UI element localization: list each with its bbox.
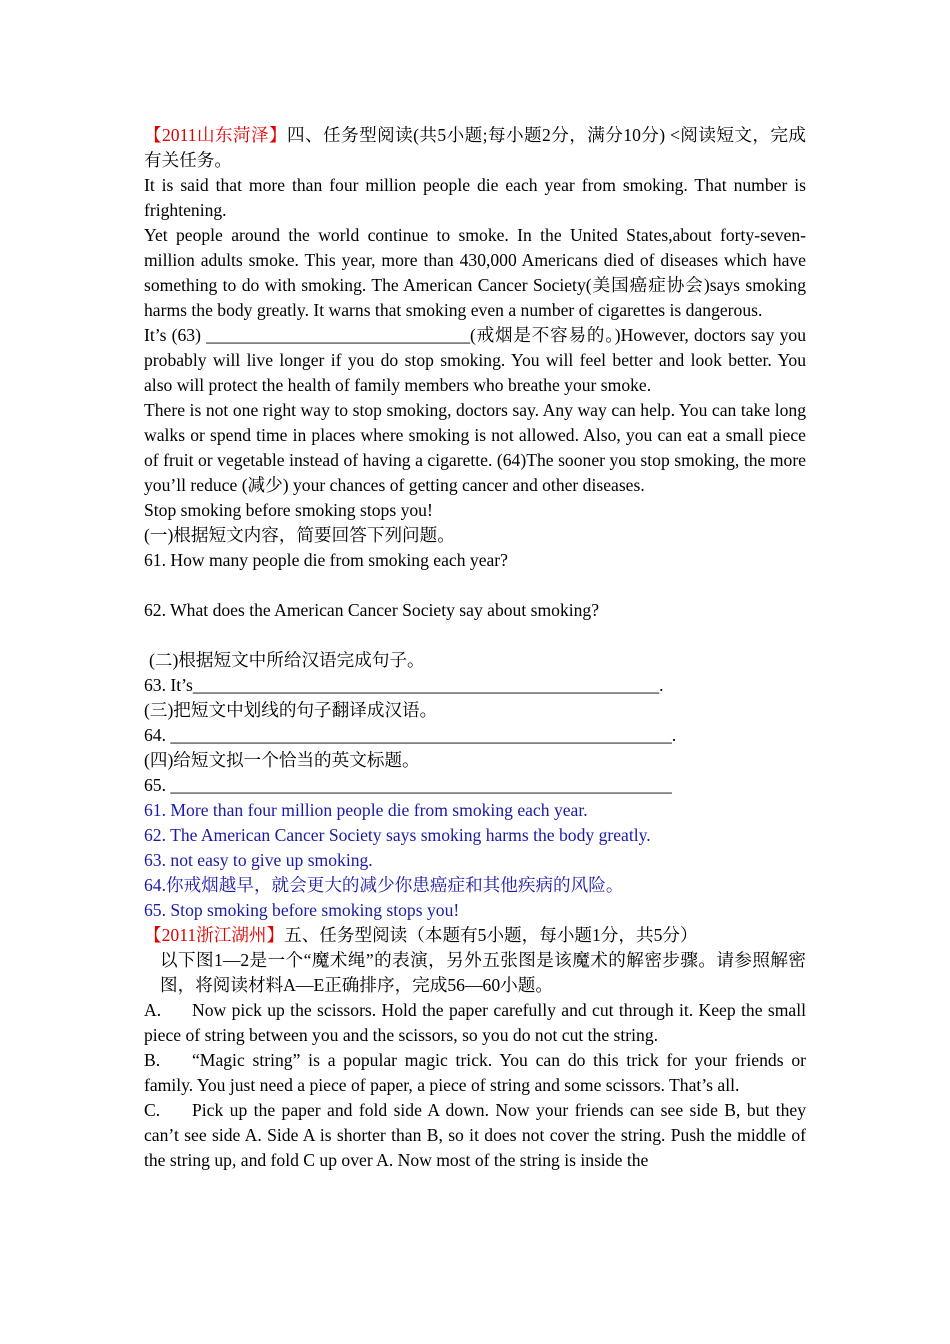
step-b-label: B. [144, 1050, 161, 1070]
passage-paragraph-3: It’s (63) ______________________________(戒烟是不容易的。)However, doctors say you probably will live longer if you do stop smoking. You will feel better and look better. You also will protect the health of family members who breathe your smoke. [144, 325, 806, 395]
section1-instructions: 四、任务型阅读(共5小题;每小题2分，满分10分) <阅读短文，完成有关任务。 [144, 125, 806, 170]
step-c-label: C. [144, 1100, 161, 1120]
answer-64: 64.你戒烟越早，就会更大的减少你患癌症和其他疾病的风险。 [144, 875, 624, 895]
passage-paragraph-5: Stop smoking before smoking stops you! [144, 500, 433, 520]
question-61: 61. How many people die from smoking each year? [144, 550, 508, 570]
question-64: 64. _________________________________________________________. [144, 725, 677, 745]
question-63: 63. It’s_____________________________________________________. [144, 675, 664, 695]
question-62: 62. What does the American Cancer Society say about smoking? [144, 600, 600, 620]
section1-header [144, 123, 806, 173]
task2-heading: (二)根据短文中所给汉语完成句子。 [149, 650, 425, 670]
answer-63: 63. not easy to give up smoking. [144, 850, 373, 870]
answer-61: 61. More than four million people die from smoking each year. [144, 800, 588, 820]
passage-paragraph-1: It is said that more than four million people die each year from smoking. That number is frightening. [144, 175, 806, 220]
task4-heading: (四)给短文拟一个恰当的英文标题。 [144, 750, 420, 770]
section2-source-tag: 【2011浙江湖州】 [144, 925, 285, 945]
answer-62: 62. The American Cancer Society says smoking harms the body greatly. [144, 825, 651, 845]
section2-intro: 以下图1—2是一个“魔术绳”的表演，另外五张图是该魔术的解密步骤。请参照解密图，将阅读材料A—E正确排序，完成56—60小题。 [160, 950, 806, 995]
step-c [144, 1098, 806, 1173]
document-page [144, 123, 806, 1173]
answer-space-62 [144, 623, 806, 648]
step-a [144, 998, 806, 1048]
step-a-label: A. [144, 1000, 162, 1020]
step-b [144, 1048, 806, 1098]
section2-header [144, 923, 806, 948]
task3-heading: (三)把短文中划线的句子翻译成汉语。 [144, 700, 438, 720]
answer-space-61 [144, 573, 806, 598]
task1-heading: (一)根据短文内容，简要回答下列问题。 [144, 525, 455, 545]
section2-instructions: 五、任务型阅读（本题有5小题，每小题1分，共5分） [284, 925, 698, 945]
section1-source-tag: 【2011山东菏泽】 [144, 125, 288, 145]
answer-65: 65. Stop smoking before smoking stops you! [144, 900, 460, 920]
question-65: 65. _________________________________________________________ [144, 775, 672, 795]
step-a-text: Now pick up the scissors. Hold the paper carefully and cut through it. Keep the small piece of string between you and the scissors, so you do not cut the string. [144, 1000, 806, 1045]
step-c-text: Pick up the paper and fold side A down. Now your friends can see side B, but they can’t see side A. Side A is shorter than B, so it does not cover the string. Push the middle of the string up, and fold C up over A. Now most of the string is inside the [144, 1100, 806, 1170]
step-b-text: “Magic string” is a popular magic trick. You can do this trick for your friends or family. You just need a piece of paper, a piece of string and some scissors. That’s all. [144, 1050, 806, 1095]
passage-paragraph-4: There is not one right way to stop smoking, doctors say. Any way can help. You can take long walks or spend time in places where smoking is not allowed. Also, you can eat a small piece of fruit or vegetable instead of having a cigarette. (64)The sooner you stop smoking, the more you’ll reduce (减少) your chances of getting cancer and other diseases. [144, 400, 806, 495]
passage-paragraph-2: Yet people around the world continue to smoke. In the United States,about forty-seven-million adults smoke. This year, more than 430,000 Americans died of diseases which have something to do with smoking. The American Cancer Society(美国癌症协会)says smoking harms the body greatly. It warns that smoking even a number of cigarettes is dangerous. [144, 225, 806, 320]
